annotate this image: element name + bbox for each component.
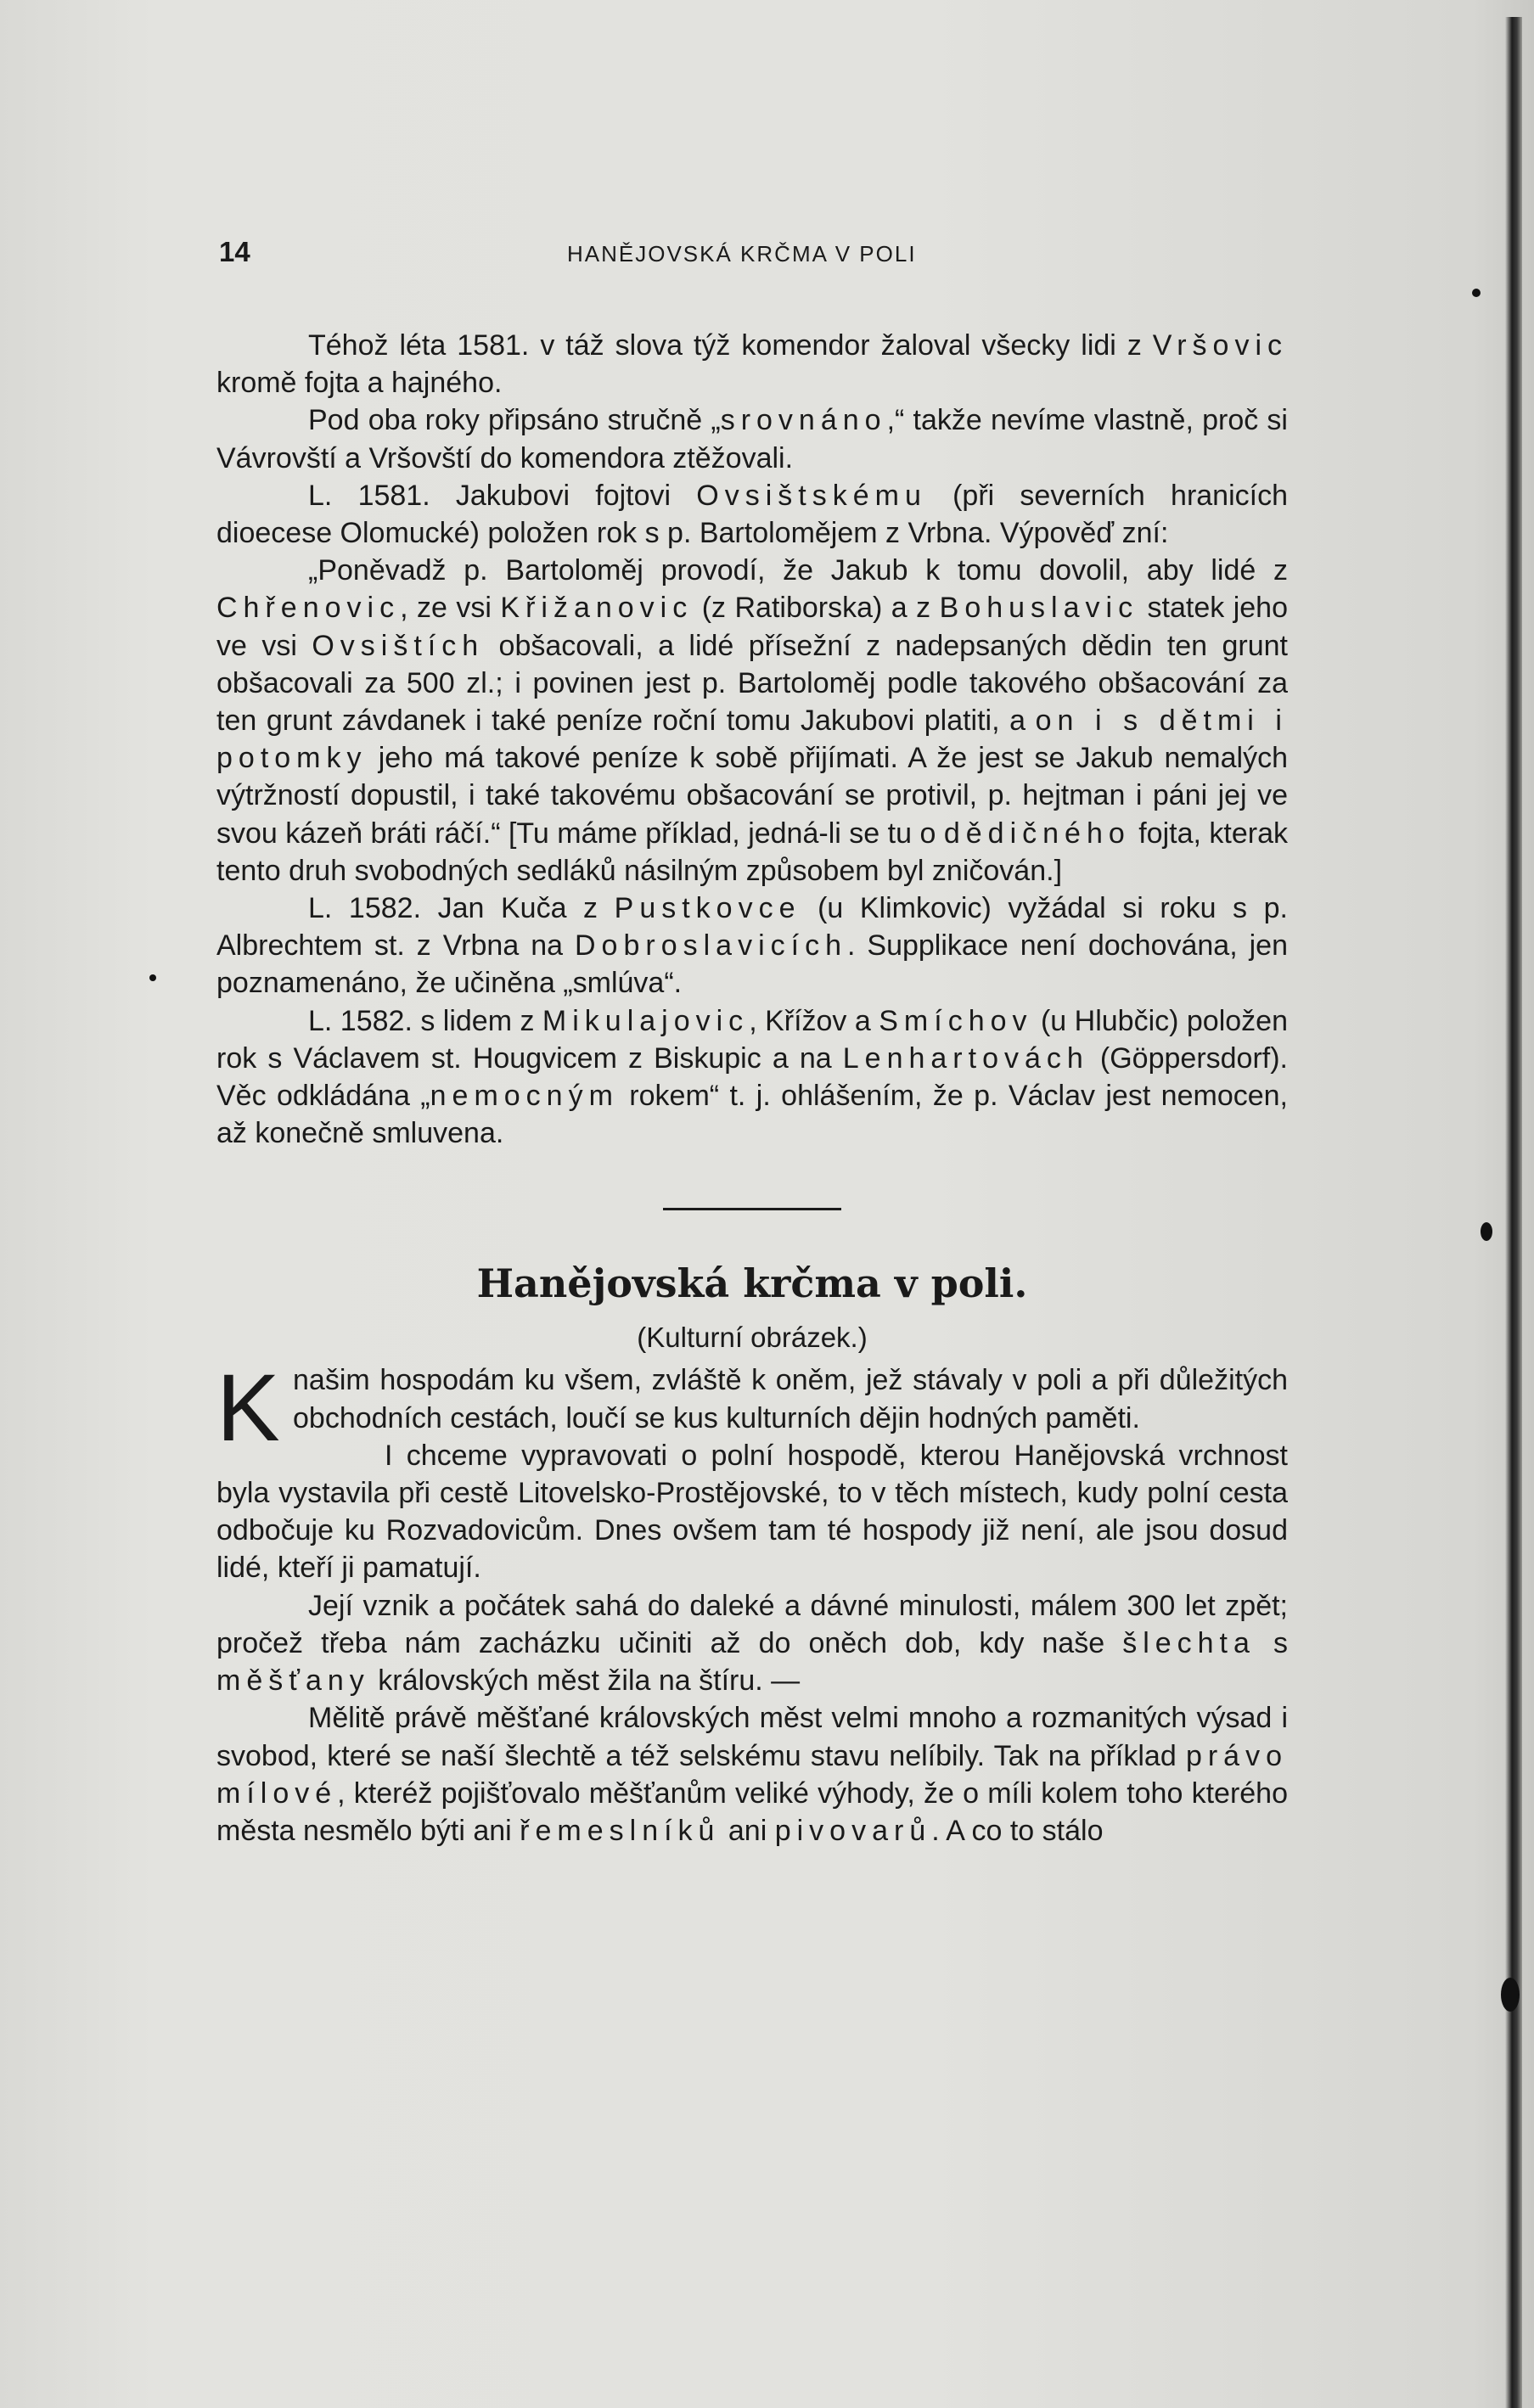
spaced-emphasis: Pustkovce [614,892,801,925]
spaced-emphasis: dědičného [943,817,1131,850]
spaced-emphasis: Dobroslavicích [575,929,847,963]
text-run: ani [720,1814,775,1847]
paragraph [216,1002,1288,1153]
text-run: Pod oba roky připsáno stručně „ [308,404,721,437]
text-run: obšacovali, a lidé přísežní z nadepsaných dědin ten grunt obšacovali za 500 zl.; i povinen jest p. Bartoloměj podle takového obšacování za ten grunt závdanek i také peníze roční tomu Jakubovi platiti, a [216,629,1289,738]
spaced-emphasis: on i s dětmi i potomky [216,704,1288,775]
text-run: , kteréž pojišťovalo měšťanům veliké výhody, že o míli kolem toho kterého města nesmělo býti ani [216,1777,1288,1847]
paragraph [216,477,1288,552]
text-run: . A co to stálo [931,1814,1104,1847]
text-run: L. 1581. Jakubovi fojtovi [308,479,697,512]
text-run: , ze vsi [400,592,501,625]
spaced-emphasis: Křižanovic [500,592,694,625]
text-run: (z Ratiborska) a z [693,592,940,625]
text-run: „Poněvadž p. Bartoloměj provodí, že Jakub k tomu dovolil, aby lidé z [308,554,1288,587]
spaced-emphasis: Vršovic [1152,329,1288,362]
paragraph [216,1587,1288,1700]
spaced-emphasis: právo mílové [216,1739,1288,1810]
scan-speck [1481,1222,1492,1241]
scan-speck [1472,289,1481,297]
text-run: našim hospodám ku všem, zvláště k oněm, jež stávaly v poli a při důležitých obchodních cestách, loučí se kus kulturních dějin hodných paměti. [293,1364,1288,1434]
spaced-emphasis: Ovsištích [312,629,485,662]
page-edge-shadow [1505,17,1522,2408]
text-run: (Göppersdorf). Věc odkládána „ [216,1041,1289,1113]
spaced-emphasis: Bohuslavic [939,592,1139,625]
text-run: statek jeho ve vsi [216,592,1288,662]
section-divider [663,1208,841,1210]
page-body [216,327,1288,1850]
spaced-emphasis: Mikulajovic [542,1004,750,1037]
text-run: (u Klimkovic) vyžádal si roku s p. Albrechtem st. z Vrbna na [216,892,1288,963]
text-run: kromě fojta a hajného. [216,367,503,400]
spaced-emphasis: šlechta [1122,1626,1256,1659]
paragraph [216,552,1288,890]
spaced-emphasis: měšťany [216,1664,370,1698]
text-run: L. 1582. Jan Kuča z [308,892,615,925]
paragraph [216,890,1288,1002]
text-run: ,“ takže nevíme vlastně, proč si Vávrovští a Vršovští do komendora ztěžovali. [216,404,1288,474]
paragraph [216,401,1288,476]
text-run: královských měst žila na štíru. — [369,1664,801,1698]
page-header [219,236,1284,270]
text-run: L. 1582. s lidem z [308,1004,542,1037]
scan-speck [1501,1978,1520,2012]
text-run: (při severních hranicích dioecese Olomucké) položen rok s p. Bartolomějem z Vrbna. Výpověď zní: [216,479,1288,550]
text-run: jeho má takové peníze k sobě přijímati. A že jest se Jakub nemalých výtržností dopustil, i také takovému obšacování se protivil, p. hejtman i páni jej ve svou kázeň bráti ráčí.“ [Tu máme příklad, jedná-li se tu o [216,742,1288,850]
spaced-emphasis: řemeslníků [520,1814,721,1847]
text-run: s [1255,1626,1288,1659]
paragraph [216,1355,1288,1462]
scan-speck [149,974,156,981]
article-subtitle: (Kulturní obrázek.) [637,1322,868,1354]
text-run: Mělitě právě měšťané královských měst velmi mnoho a rozmanitých výsad i svobod, které se naší šlechtě a též selskému stavu nelíbily. Tak na příklad [216,1702,1288,1772]
paragraph [216,1699,1288,1850]
article-title: Hanějovská krčma v poli. [476,1260,1028,1307]
text-run: fojta, kterak tento druh svobodných sedláků násilným způsobem byl zničován.] [216,817,1288,887]
text-run: , Křížov a [749,1004,879,1037]
paragraph [216,1437,1288,1587]
text-run: rokem“ t. j. ohlášením, že p. Václav jest nemocen, až konečně smluvena. [216,1080,1288,1150]
text-run: (u Hlubčic) položen rok s Václavem st. Hougvicem z Biskupic a na [216,1004,1288,1075]
spaced-emphasis: Smíchov [879,1004,1033,1037]
text-run: Téhož léta 1581. v táž slova týž komendor žaloval všecky lidi z [308,329,1153,362]
preceding-text [216,327,1288,1152]
text-run: . Supplikace není dochována, jen poznamenáno, že učiněna „smlúva“. [216,929,1289,1000]
drop-cap: K [216,1355,280,1462]
spaced-emphasis: Chřenovic [216,592,401,625]
spaced-emphasis: Ovsištskému [696,479,927,512]
spaced-emphasis: nemocným [430,1080,619,1113]
paragraph [216,327,1288,401]
spaced-emphasis: srovnáno [720,404,887,437]
spaced-emphasis: pivovarů [774,1814,932,1847]
text-run: Její vznik a počátek sahá do daleké a dávné minulosti, málem 300 let zpět; pročež třeba nám zacházku učiniti až do oněch dob, kdy naše [216,1589,1288,1659]
running-title: HANĚJOVSKÁ KRČMA V POLI [567,241,917,267]
spaced-emphasis: Lenhartovách [842,1041,1089,1075]
article-body [216,1355,1288,1850]
text-run: I chceme vypravovati o polní hospodě, kterou Hanějovská vrchnost byla vystavila při cestě Litovelsko-Prostějovské, to v těch místech, kudy polní cesta odbočuje ku Rozvadovicům. Dnes ovšem tam té hospody již není, ale jsou dosud lidé, kteří ji pamatují. [216,1439,1288,1585]
page-number: 14 [219,236,250,267]
